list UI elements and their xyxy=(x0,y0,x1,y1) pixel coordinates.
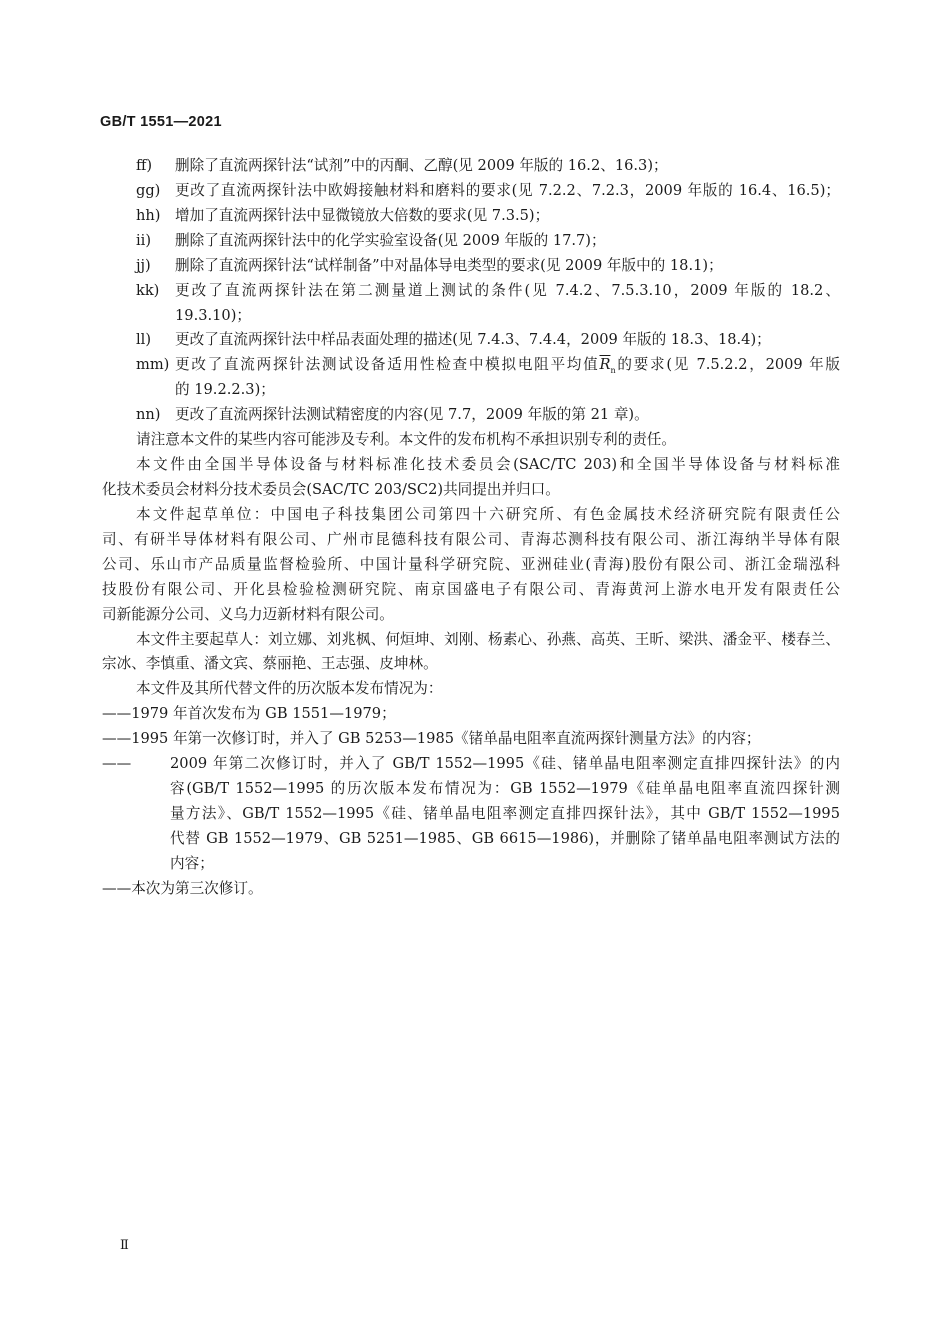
item-text: 的 19.2.2.3)； xyxy=(175,381,275,399)
history-item-2009 xyxy=(102,752,840,777)
list-item-ll xyxy=(102,328,840,353)
dash-marker: —— xyxy=(102,730,132,748)
list-item-ii xyxy=(102,229,840,254)
history-text: 内容； xyxy=(170,854,214,872)
list-item-mm-cont xyxy=(102,378,840,403)
list-item-gg xyxy=(102,179,840,204)
item-text-part: 的要求(见 7.5.2.2，2009 年版 xyxy=(615,356,840,374)
item-text: 删除了直流两探针法“试剂”中的丙酮、乙醇(见 2009 年版的 16.2、16.3)； xyxy=(175,157,668,174)
history-item-2009-cont xyxy=(102,852,840,877)
item-label: hh) xyxy=(136,206,161,224)
history-text: 1995 年第一次修订时，并入了 GB 5253—1985《锗单晶电阻率直流两探针测量方法》的内容； xyxy=(131,730,761,748)
item-label: nn) xyxy=(136,406,161,424)
item-text: 增加了直流两探针法中显微镜放大倍数的要求(见 7.3.5)； xyxy=(175,206,550,224)
paragraph-drafting-units-cont: 司新能源分公司、义乌力迈新材料有限公司。 xyxy=(102,605,394,623)
list-item-mm xyxy=(102,353,840,378)
item-text: 更改了直流两探针法中样品表面处理的描述(见 7.4.3、7.4.4，2009 年版的 18.3、18.4)； xyxy=(175,331,771,349)
paragraph-proposer: 本文件由全国半导体设备与材料标准化技术委员会(SAC/TC 203)和全国半导体设备与材料标准 xyxy=(136,456,840,474)
item-label: mm) xyxy=(136,356,170,374)
item-text: 更改了直流两探针法测试精密度的内容(见 7.7，2009 年版的第 21 章)。 xyxy=(175,406,649,424)
history-text: 量方法》、GB/T 1552—1995《硅、锗单晶电阻率测定直排四探针法》，其中 GB/T 1552—1995 xyxy=(170,804,840,822)
item-text: 更改了直流两探针法在第二测量道上测试的条件(见 7.4.2、7.5.3.10，2009 年版的 18.2、 xyxy=(175,281,840,299)
symbol-subscript: n xyxy=(610,366,616,376)
paragraph-drafting-units: 本文件起草单位：中国电子科技集团公司第四十六研究所、有色金属技术经济研究院有限责任公 xyxy=(136,505,840,523)
item-label: ii) xyxy=(136,231,152,249)
history-text: 2009 年第二次修订时，并入了 GB/T 1552—1995《硅、锗单晶电阻率测定直排四探针法》的内 xyxy=(170,755,840,773)
list-item-kk xyxy=(102,279,840,304)
history-item-1995 xyxy=(102,727,840,752)
list-item-nn xyxy=(102,403,840,428)
paragraph-drafters: 本文件主要起草人：刘立娜、刘兆枫、何烜坤、刘刚、杨素心、孙燕、高英、王昕、梁洪、潘金平、楼春兰、 xyxy=(136,630,840,648)
item-text: 删除了直流两探针法“试样制备”中对晶体导电类型的要求(见 2009 年版中的 18.1)； xyxy=(175,256,723,274)
history-item-2009-cont xyxy=(102,802,840,827)
document-body xyxy=(102,154,840,902)
history-text: 1979 年首次发布为 GB 1551—1979； xyxy=(131,705,396,723)
paragraph-patent-notice: 请注意本文件的某些内容可能涉及专利。本文件的发布机构不承担识别专利的责任。 xyxy=(136,431,676,449)
history-item-current xyxy=(102,877,840,902)
item-label: ll) xyxy=(136,331,152,349)
dash-marker: —— xyxy=(102,879,132,897)
item-label: ff) xyxy=(136,157,153,174)
paragraph-proposer-cont: 化技术委员会材料分技术委员会(SAC/TC 203/SC2)共同提出并归口。 xyxy=(102,480,560,498)
item-label: jj) xyxy=(136,256,151,274)
item-text: 删除了直流两探针法中的化学实验室设备(见 2009 年版的 17.7)； xyxy=(175,231,606,249)
document-code-header: GB/T 1551—2021 xyxy=(100,114,222,130)
paragraph-drafting-units-cont: 公司、乐山市产品质量监督检验所、中国计量科学研究院、亚洲硅业(青海)股份有限公司、浙江金瑞泓科 xyxy=(102,555,840,573)
item-text: 19.3.10)； xyxy=(175,306,251,324)
paragraph-drafting-units-cont: 司、有研半导体材料有限公司、广州市昆德科技有限公司、青海芯测科技有限公司、浙江海纳半导体有限 xyxy=(102,530,840,548)
dash-marker: —— xyxy=(102,705,132,723)
page-number: Ⅱ xyxy=(120,1238,129,1253)
item-label: kk) xyxy=(136,281,160,299)
dash-marker: —— xyxy=(102,755,132,773)
paragraph-drafters-cont: 宗冰、李慎重、潘文宾、蔡丽艳、王志强、皮坤林。 xyxy=(102,655,438,673)
paragraph-history-intro: 本文件及其所代替文件的历次版本发布情况为： xyxy=(136,680,443,698)
item-text-part: 更改了直流两探针法测试设备适用性检查中模拟电阻平均值 xyxy=(175,356,600,374)
history-text: 容(GB/T 1552—1995 的历次版本发布情况为：GB 1552—1979《硅单晶电阻率直流四探针测 xyxy=(170,780,840,798)
history-item-2009-cont xyxy=(102,827,840,852)
history-item-2009-cont xyxy=(102,777,840,802)
item-text: 更改了直流两探针法中欧姆接触材料和磨料的要求(见 7.2.2、7.2.3，2009 年版的 16.4、16.5)； xyxy=(175,181,840,199)
item-label: gg) xyxy=(136,181,161,199)
resistance-mean-symbol: $\overline{R}$ xyxy=(599,356,611,374)
history-item-1979 xyxy=(102,702,840,727)
history-text: 代替 GB 1552—1979、GB 5251—1985、GB 6615—1986)，并删除了锗单晶电阻率测试方法的 xyxy=(170,829,840,847)
history-text: 本次为第三次修订。 xyxy=(131,879,263,897)
list-item-kk-cont xyxy=(102,304,840,329)
list-item-jj xyxy=(102,254,840,279)
list-item-hh xyxy=(102,204,840,229)
paragraph-drafting-units-cont: 技股份有限公司、开化县检验检测研究院、南京国盛电子有限公司、青海黄河上游水电开发有限责任公 xyxy=(102,580,840,598)
list-item-ff xyxy=(102,154,840,179)
